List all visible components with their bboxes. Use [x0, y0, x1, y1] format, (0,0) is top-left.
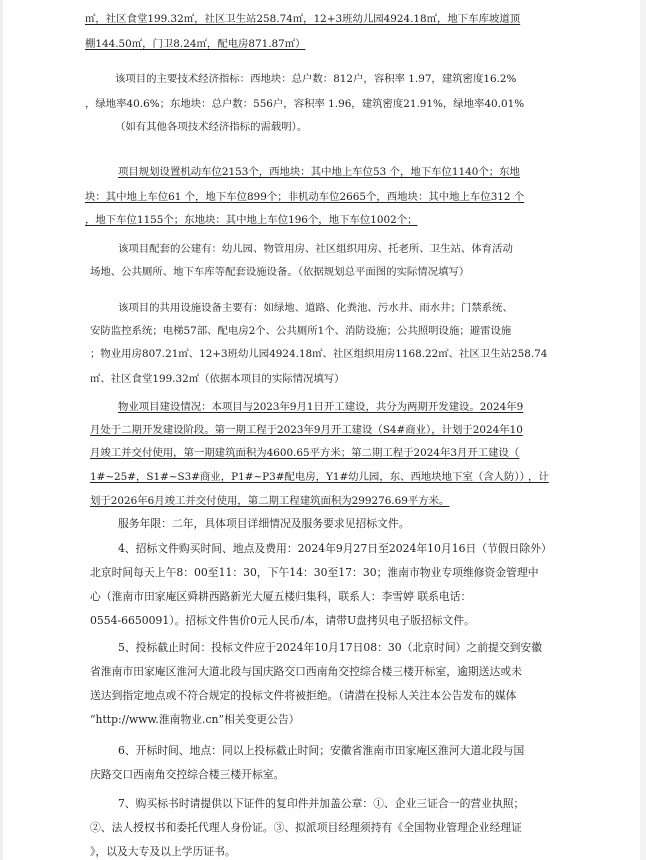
- text-line: 6、开标时间、地点：同以上投标截止时间；安徽省淮南市田家庵区淮河大道北段与国: [118, 744, 525, 757]
- text-line: 5、投标截止时间：投标文件应于2024年10月17日08：30（北京时间）之前提交到安徽: [118, 641, 543, 654]
- fold-shadow: [640, 0, 646, 860]
- text-line: 庆路交口西南角交控综合楼三楼开标室。: [90, 768, 285, 781]
- text-line: ㎡、社区食堂199.32㎡（依据本项目的实际情况填写）: [90, 373, 345, 385]
- text-line: ，绿地率40.6%；东地块：总户数：556户，容积率 1.96，建筑密度21.91%，绿地率40.01%: [85, 98, 525, 110]
- text-line: ；物业用房807.21㎡、12+3班幼儿园4924.18㎡、社区组织用房1168.22㎡、社区卫生站258.74: [90, 348, 548, 360]
- text-line: 该项目的共用设施设备主要有：如绿地、道路、化粪池、污水井、雨水井；门禁系统、: [118, 302, 513, 314]
- text-line: ㎡，社区食堂199.32㎡，社区卫生站258.74㎡，12+3班幼儿园4924.18㎡，地下车库坡道顶: [85, 13, 521, 25]
- text-line: 场地、公共厕所、地下车库等配套设施设备。（依据规划总平面图的实际情况填写）: [90, 266, 470, 278]
- text-line: 7、购买标书时请提供以下证件的复印件并加盖公章：①、企业三证合一的营业执照；: [118, 797, 525, 810]
- text-line: 该项目的主要技术经济指标：西地块：总户数：812户，容积率 1.97，建筑密度16.2%: [115, 73, 517, 85]
- text-line: 月处于二期开发建设阶段。第一期工程于2023年9月开工建设（S4#商业），计划于2024年10: [90, 424, 523, 436]
- text-line: 划于2026年6月竣工并交付使用，第二期工程建筑面积为299276.69平方米。: [90, 495, 450, 507]
- text-line: 1#~25#，S1#~S3#商业，P1#~P3#配电房，Y1#幼儿园，东、西地块地下室（含人防））: [90, 471, 530, 483]
- text-line: 项目规划设置机动车位2153个，西地块：其中地上车位53 个，地下车位1140个；东地: [118, 166, 520, 178]
- fold-shadow: [0, 0, 3, 860]
- text-line: 块：其中地上车位61 个，地下车位899个；非机动车位2665个，西地块：其中地上车位312 个: [85, 191, 525, 203]
- text-line: “http://www.淮南物业.cn”相关变更公告）: [90, 713, 300, 726]
- text-line: 月竣工并交付使用，第一期建筑面积为4600.65平方米；第二期工程于2024年3月开工建设（: [90, 447, 520, 459]
- text-line: 棚144.50㎡，门卫8.24㎡，配电房871.87㎡）: [85, 38, 306, 50]
- text-line: 该项目配套的公建有：幼儿园、物管用房、社区组织用房、托老所、卫生站、体育活动: [118, 243, 513, 255]
- text-line: 安防监控系统；电梯57部、配电房2个、公共厕所1个、消防设施；公共照明设施；避雷设施: [90, 325, 512, 337]
- text-line: （如有其他各项技术经济指标的需载明）。: [115, 121, 308, 133]
- text-line: ②、法人授权书和委托代理人身份证。③、拟派项目经理须持有《全国物业管理企业经理证: [90, 821, 522, 834]
- text-line: 心（淮南市田家庵区舜耕西路新光大厦五楼归集科，联系人：李雪婷 联系电话：: [90, 590, 472, 603]
- text-line: 0554-6650091）。招标文件售价0元人民币/本，请带U盘拷贝电子版招标文件。: [90, 614, 475, 627]
- text-line: 物业项目建设情况：本项目与2023年9月1日开工建设，共分为两期开发建设。2024年9: [118, 401, 524, 413]
- text-line: 》，以及大专及以上学历证书。: [90, 845, 236, 858]
- text-line: 送达到指定地点或不符合规定的投标文件将被拒绝。（请潜在投标人关注本公告发布的媒体: [90, 689, 517, 702]
- text-line: ，计: [528, 471, 549, 483]
- text-line: 服务年限：二年，具体项目详细情况及服务要求见招标文件。: [118, 517, 410, 530]
- text-line: 4、招标文件购买时间、地点及费用：2024年9月27日至2024年10月16日（节假日除外）: [118, 542, 552, 555]
- text-line: 省淮南市田家庵区淮河大道北段与国庆路交口西南角交控综合楼三楼开标室，逾期送达或未: [90, 665, 522, 678]
- text-line: 北京时间每天上午8：00至11：30，下午14：30至17：30；淮南市物业专项维修资金管理中: [90, 566, 539, 579]
- text-line: ，地下车位1155个；东地块：其中地上车位196个，地下车位1002个；: [85, 214, 418, 226]
